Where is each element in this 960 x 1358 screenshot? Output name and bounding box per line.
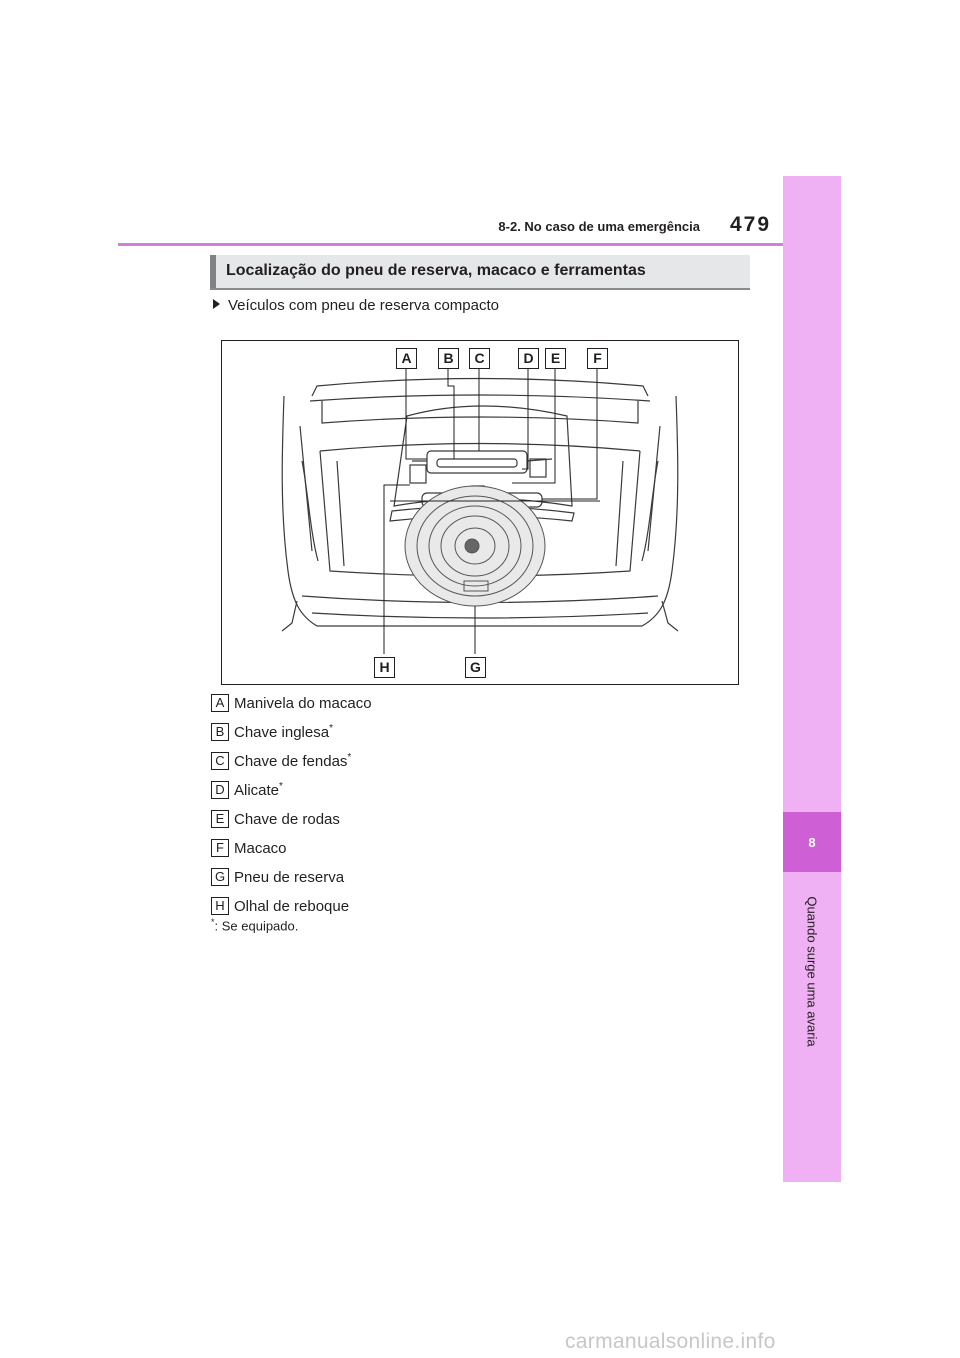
callout-H: H [374,657,395,678]
header-rule [118,243,783,246]
section-heading: Localização do pneu de reserva, macaco e ferramentas [226,262,646,279]
legend-key: F [211,839,229,857]
legend-key: D [211,781,229,799]
chapter-title-text: Quando surge uma avaria [804,895,820,1047]
callout-legend [211,688,372,920]
footnote [211,917,298,933]
legend-item [211,833,372,862]
callout-B: B [438,348,459,369]
page-number: 479 [730,213,772,236]
legend-key: G [211,868,229,886]
footnote-text: : Se equipado. [214,918,299,934]
callout-E: E [545,348,566,369]
legend-item [211,746,372,775]
legend-item [211,891,372,920]
subheading-text: Veículos com pneu de reserva compacto [228,297,499,314]
legend-key: B [211,723,229,741]
callout-D: D [518,348,539,369]
legend-text: Chave de fendas* [234,751,352,770]
legend-text: Olhal de reboque [234,897,350,915]
legend-text: Macaco [234,839,287,857]
chapter-number: 8 [783,812,841,872]
callout-A: A [396,348,417,369]
legend-key: E [211,810,229,828]
chapter-title [784,876,840,1066]
footnote-mark: * [211,917,215,927]
legend-item [211,688,372,717]
legend-text: Chave de rodas [234,810,340,828]
trunk-drawing [222,341,738,684]
subheading [213,297,499,314]
watermark: carmanualsonline.info [565,1330,776,1353]
legend-item [211,717,372,746]
legend-text: Pneu de reserva [234,868,345,886]
legend-item [211,862,372,891]
legend-item [211,804,372,833]
heading-accent [210,255,216,288]
legend-item [211,775,372,804]
callout-F: F [587,348,608,369]
legend-text: Alicate* [234,780,283,799]
triangle-bullet-icon [213,299,220,309]
legend-key: A [211,694,229,712]
legend-text: Manivela do macaco [234,694,372,712]
section-heading-bar [210,255,750,290]
callout-C: C [469,348,490,369]
legend-text: Chave inglesa* [234,722,333,741]
section-reference: 8-2. No caso de uma emergência [498,219,700,234]
trunk-illustration [221,340,739,685]
legend-key: H [211,897,229,915]
legend-key: C [211,752,229,770]
callout-G: G [465,657,486,678]
